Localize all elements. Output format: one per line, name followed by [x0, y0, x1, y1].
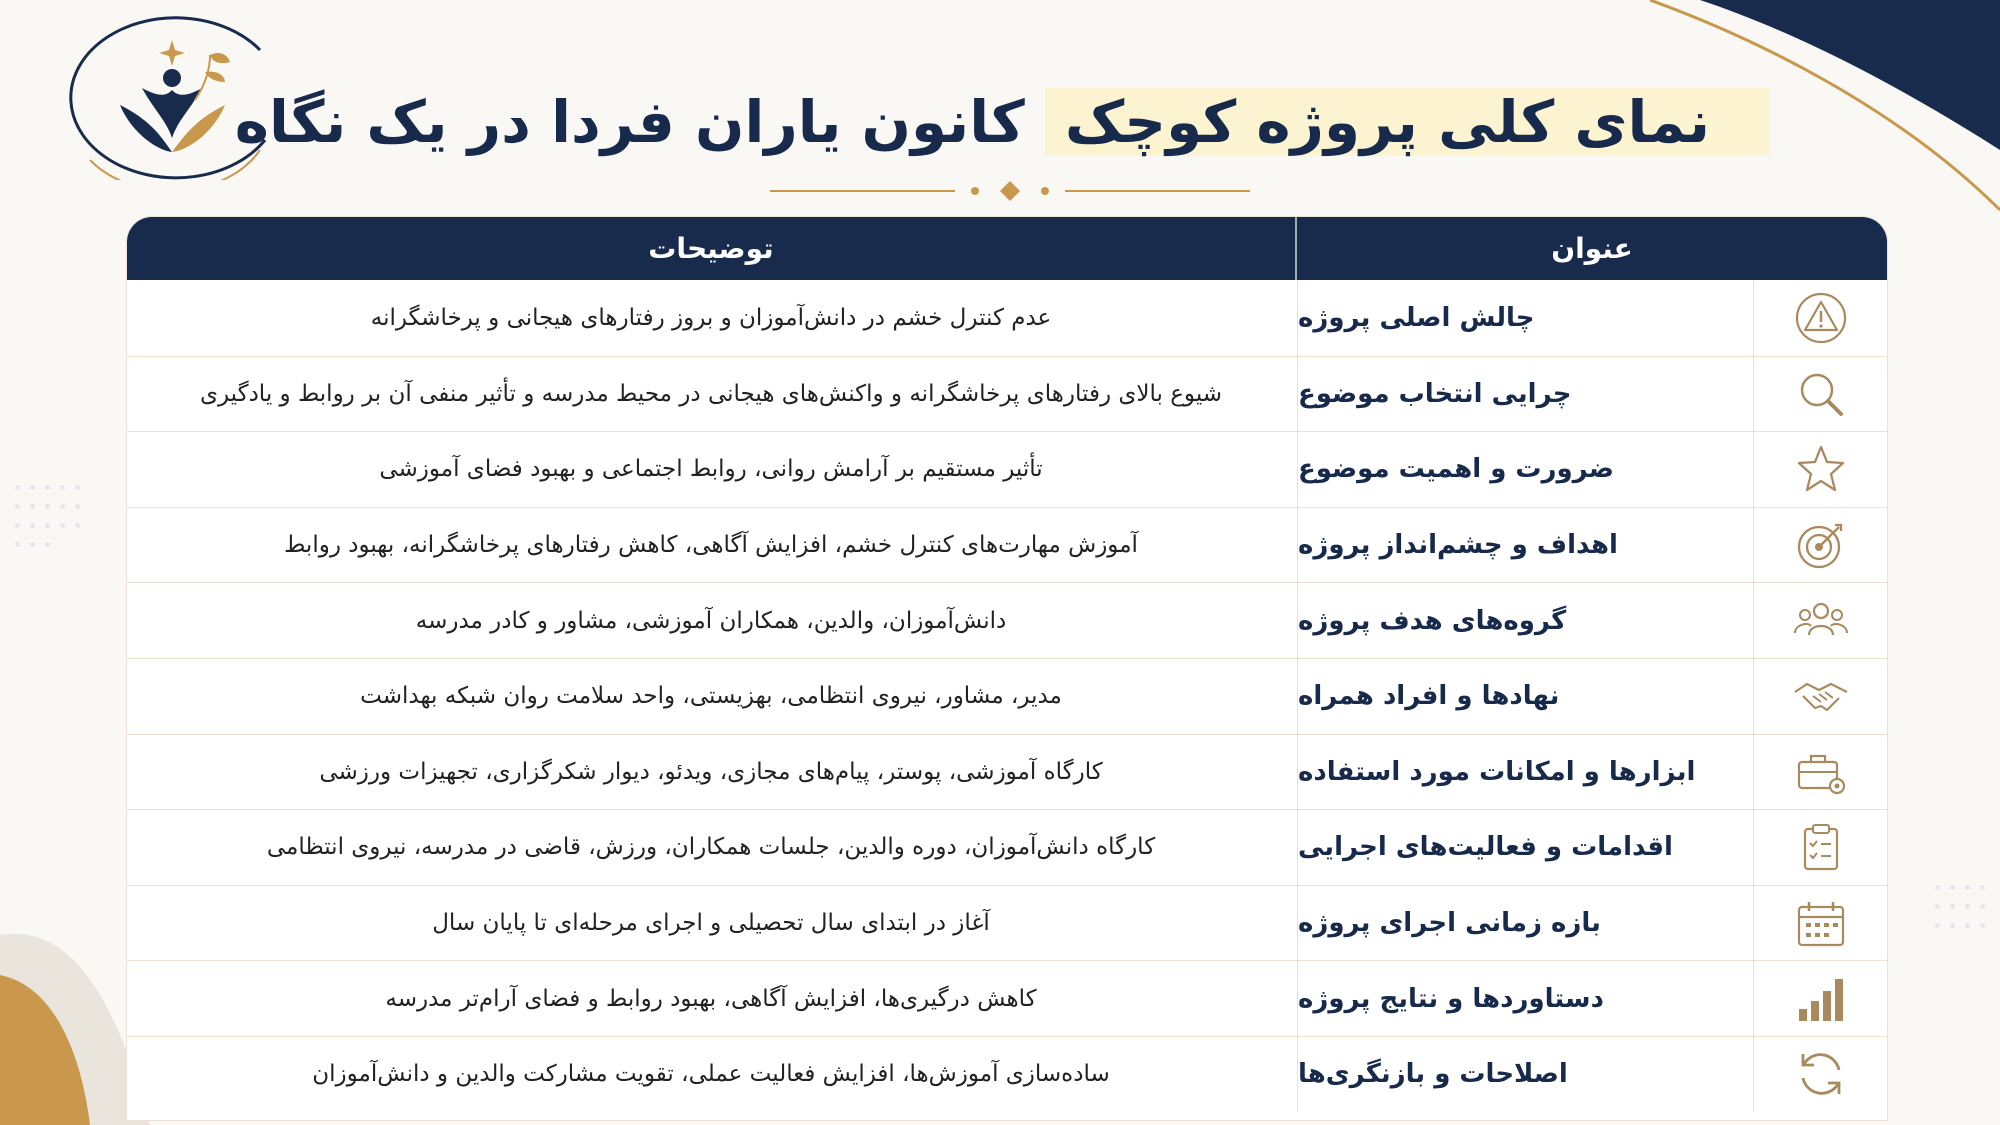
- table-row: [127, 960, 1887, 1036]
- search-icon: [1791, 364, 1851, 424]
- row-title: دستاوردها و نتایج پروژه: [1297, 961, 1753, 1036]
- row-description: کارگاه آموزشی، پوستر، پیام‌های مجازی، ویدئو، دیوار شکرگزاری، تجهیزات ورزشی: [319, 758, 1103, 785]
- row-description: تأثیر مستقیم بر آرامش روانی، روابط اجتماعی و بهبود فضای آموزشی: [379, 456, 1043, 483]
- row-icon-cell: [1753, 432, 1887, 507]
- table-row: [127, 356, 1887, 432]
- group-icon: [1791, 591, 1851, 651]
- row-description: کاهش درگیری‌ها، افزایش آگاهی، بهبود روابط و فضای آرام‌تر مدرسه: [385, 985, 1037, 1012]
- row-description: شیوع بالای رفتارهای پرخاشگرانه و واکنش‌های هیجانی در محیط مدرسه و تأثیر منفی آن بر روابط و یادگیری: [199, 380, 1223, 407]
- row-title: اهداف و چشم‌انداز پروژه: [1297, 508, 1753, 583]
- column-header-title: عنوان: [1551, 232, 1633, 265]
- row-icon-cell: [1753, 508, 1887, 583]
- table-row: [127, 582, 1887, 658]
- table-row: [127, 658, 1887, 734]
- row-description: مدیر، مشاور، نیروی انتظامی، بهزیستی، واحد سلامت روان شبکه بهداشت: [360, 683, 1062, 710]
- row-description: ساده‌سازی آموزش‌ها، افزایش فعالیت عملی، تقویت مشارکت والدین و دانش‌آموزان: [312, 1061, 1110, 1088]
- bar-chart-icon: [1791, 969, 1851, 1029]
- table-row: [127, 734, 1887, 810]
- page-title: [234, 76, 1770, 168]
- row-description: آموزش مهارت‌های کنترل خشم، افزایش آگاهی، کاهش رفتارهای پرخاشگرانه، بهبود روابط: [284, 532, 1138, 559]
- row-title: ضرورت و اهمیت موضوع: [1297, 432, 1753, 507]
- row-icon-cell: [1753, 357, 1887, 432]
- table-header: [127, 217, 1887, 280]
- clipboard-checklist-icon: [1791, 817, 1851, 877]
- row-description: دانش‌آموزان، والدین، همکاران آموزشی، مشاور و کادر مدرسه: [415, 607, 1007, 634]
- table-row: [127, 809, 1887, 885]
- dot-pattern: [1930, 880, 1990, 937]
- table-row: [127, 507, 1887, 583]
- row-title: بازه زمانی اجرای پروژه: [1297, 886, 1753, 961]
- row-title: گروه‌های هدف پروژه: [1297, 583, 1753, 658]
- warning-icon: [1791, 288, 1851, 348]
- toolbox-gear-icon: [1791, 742, 1851, 802]
- table-row: [127, 885, 1887, 961]
- row-icon-cell: [1753, 886, 1887, 961]
- dot-pattern: [10, 480, 90, 556]
- row-icon-cell: [1753, 810, 1887, 885]
- row-icon-cell: [1753, 583, 1887, 658]
- calendar-icon: [1791, 893, 1851, 953]
- title-highlight: نمای کلی پروژه کوچک: [1045, 88, 1770, 156]
- row-title: چالش اصلی پروژه: [1297, 280, 1753, 356]
- column-header-description: توضیحات: [648, 232, 774, 265]
- row-icon-cell: [1753, 1037, 1887, 1112]
- row-icon-cell: [1753, 961, 1887, 1036]
- row-title: ابزارها و امکانات مورد استفاده: [1297, 735, 1753, 810]
- refresh-icon: [1791, 1044, 1851, 1104]
- title-rest: کانون یاران فردا در یک نگاه: [234, 88, 1025, 156]
- table-row: [127, 280, 1887, 356]
- target-icon: [1791, 515, 1851, 575]
- overview-table: [126, 216, 1888, 1121]
- row-icon-cell: [1753, 280, 1887, 356]
- table-row: [127, 431, 1887, 507]
- star-icon: [1791, 439, 1851, 499]
- row-title: اقدامات و فعالیت‌های اجرایی: [1297, 810, 1753, 885]
- row-title: اصلاحات و بازنگری‌ها: [1297, 1037, 1753, 1112]
- table-row: [127, 1036, 1887, 1112]
- row-description: کارگاه دانش‌آموزان، دوره والدین، جلسات همکاران، ورزش، قاضی در مدرسه، نیروی انتظامی: [266, 834, 1156, 861]
- table-body: [127, 280, 1887, 1112]
- row-icon-cell: [1753, 659, 1887, 734]
- row-icon-cell: [1753, 735, 1887, 810]
- title-divider: [770, 180, 1250, 202]
- handshake-icon: [1791, 666, 1851, 726]
- row-description: آغاز در ابتدای سال تحصیلی و اجرای مرحله‌ای تا پایان سال: [432, 910, 990, 937]
- row-title: نهادها و افراد همراه: [1297, 659, 1753, 734]
- row-description: عدم کنترل خشم در دانش‌آموزان و بروز رفتارهای هیجانی و پرخاشگرانه: [370, 304, 1052, 331]
- row-title: چرایی انتخاب موضوع: [1297, 357, 1753, 432]
